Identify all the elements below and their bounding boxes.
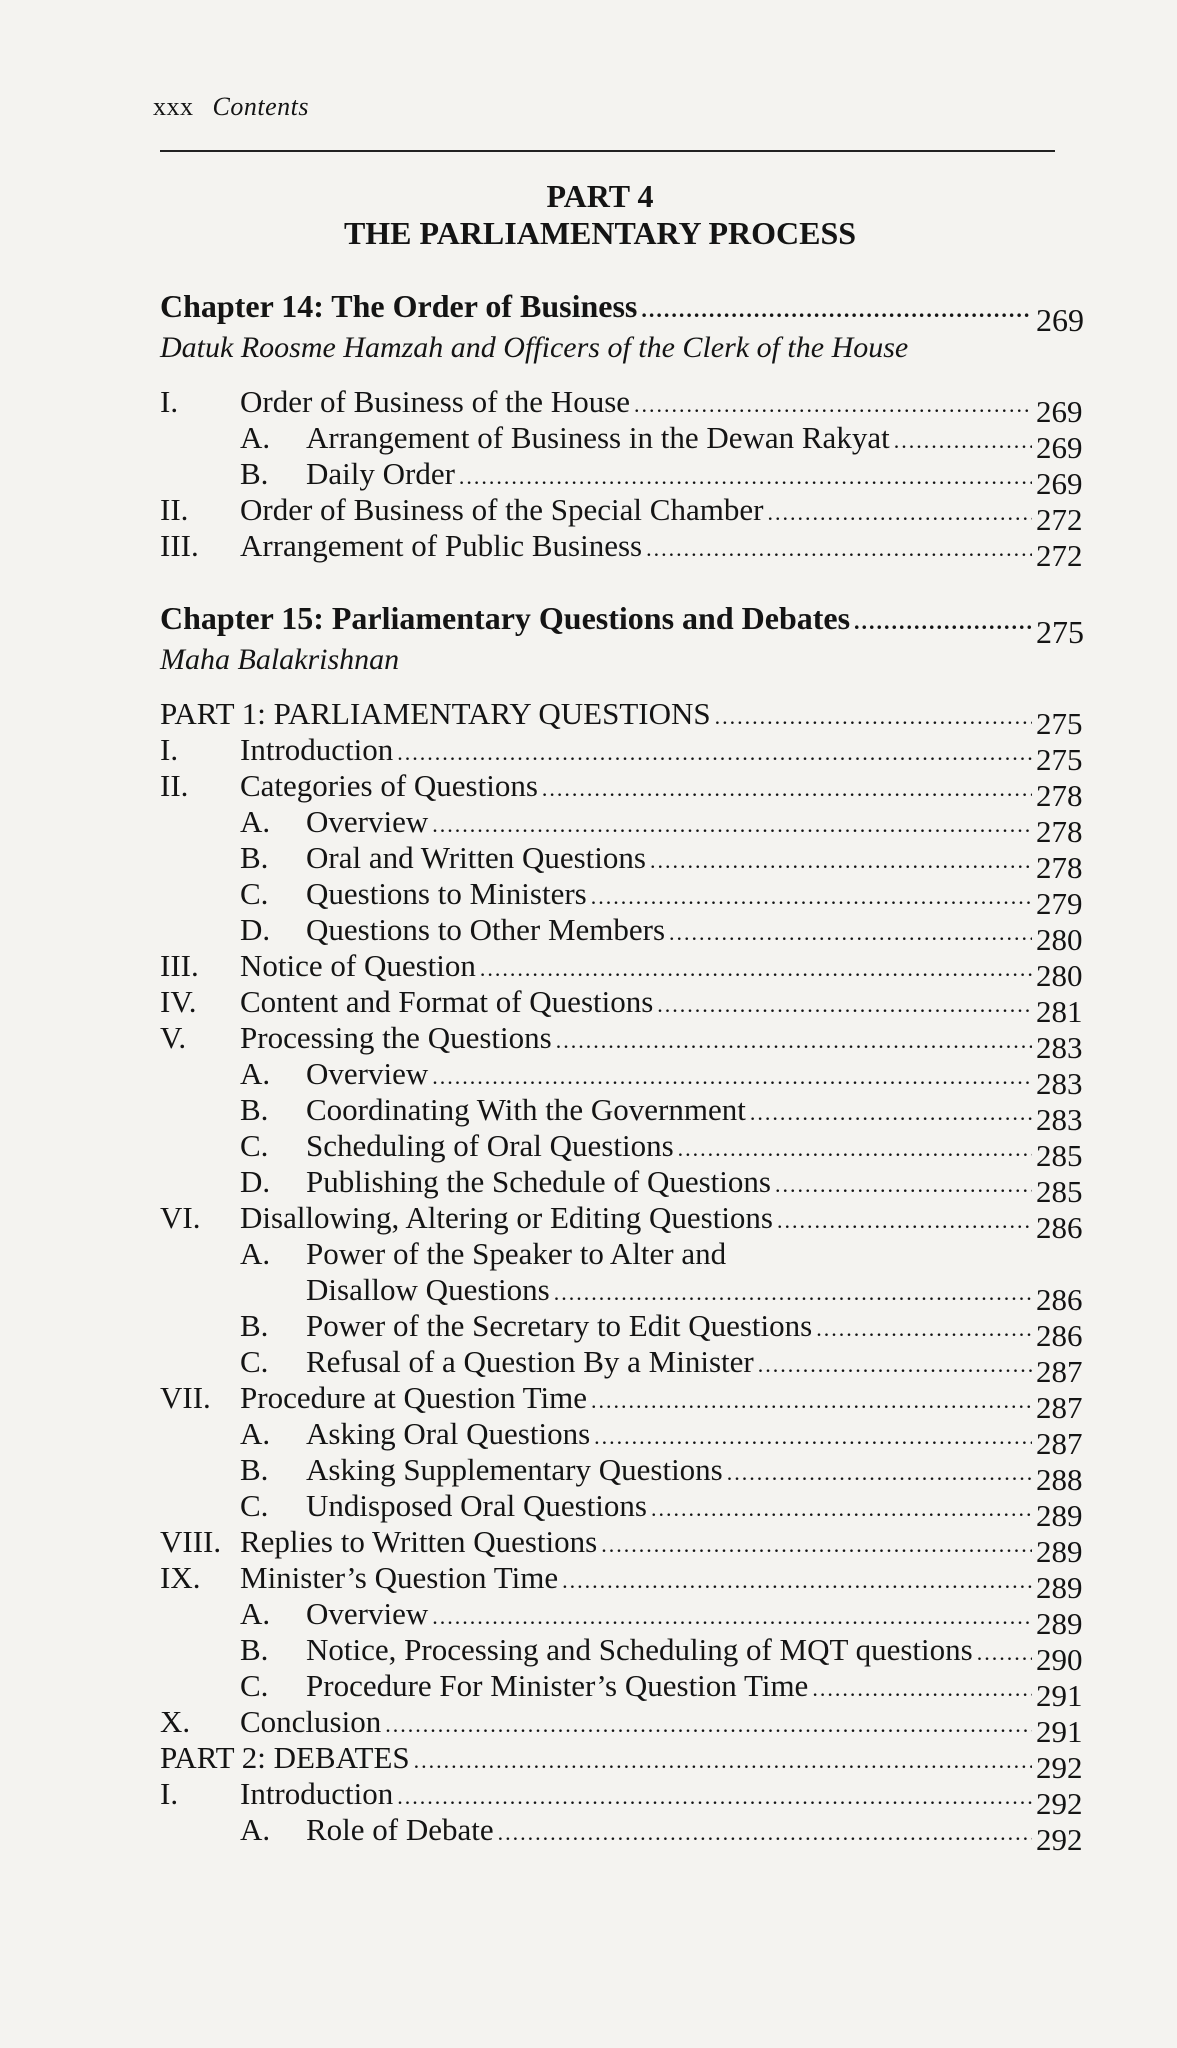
toc-entry-continued[interactable]	[160, 1272, 1083, 1317]
dot-leader	[601, 1527, 1032, 1563]
part-title: THE PARLIAMENTARY PROCESS	[343, 215, 857, 251]
toc-entry[interactable]	[160, 768, 1083, 813]
running-header	[153, 92, 309, 122]
entry-number: C.	[240, 1344, 269, 1379]
entry-number: III.	[160, 948, 199, 983]
page-ref: 280	[1036, 958, 1083, 993]
dot-leader	[591, 1383, 1032, 1419]
page-ref: 292	[1036, 1822, 1083, 1857]
page-ref: 292	[1036, 1750, 1083, 1785]
entry-label: Arrangement of Business in the Dewan Rakyat	[306, 420, 890, 455]
toc-entry[interactable]	[160, 1668, 1083, 1713]
toc-part-entry[interactable]	[160, 696, 1083, 741]
toc-entry[interactable]	[160, 1452, 1083, 1497]
entry-number: A.	[240, 1812, 271, 1847]
dot-leader	[432, 1599, 1032, 1635]
entry-label: Publishing the Schedule of Questions	[306, 1164, 771, 1199]
page-ref: 287	[1036, 1426, 1083, 1461]
dot-leader	[459, 459, 1032, 495]
header-rule	[160, 150, 1055, 152]
toc-entry[interactable]	[160, 948, 1083, 993]
page-ref: 278	[1036, 778, 1083, 813]
toc-entry[interactable]	[160, 1308, 1083, 1353]
entry-label: Introduction	[240, 1776, 394, 1811]
entry-label: Asking Supplementary Questions	[306, 1452, 723, 1487]
toc-entry[interactable]	[160, 1128, 1083, 1173]
page-ref: 285	[1036, 1174, 1083, 1209]
dot-leader	[432, 807, 1032, 843]
toc-entry[interactable]	[160, 1812, 1083, 1857]
page-ref: 269	[1036, 394, 1083, 429]
page-ref: 281	[1036, 994, 1083, 1029]
entry-number: A.	[240, 1236, 271, 1271]
entry-number: A.	[240, 1056, 271, 1091]
entry-label: Processing the Questions	[240, 1020, 552, 1055]
entry-number: A.	[240, 420, 271, 455]
dot-leader	[812, 1671, 1032, 1707]
dot-leader	[480, 951, 1032, 987]
toc-entry[interactable]	[160, 1488, 1083, 1533]
entry-number: I.	[160, 384, 179, 419]
entry-label: Scheduling of Oral Questions	[306, 1128, 674, 1163]
toc-entry[interactable]	[160, 1704, 1083, 1749]
entry-number: B.	[240, 840, 269, 875]
page-ref: 272	[1036, 538, 1083, 573]
page-ref: 286	[1036, 1282, 1083, 1317]
entry-number: A.	[240, 1596, 271, 1631]
entry-number: IX.	[160, 1560, 201, 1595]
dot-leader	[591, 879, 1032, 915]
entry-label: Refusal of a Question By a Minister	[306, 1344, 754, 1379]
page-ref: 286	[1036, 1210, 1083, 1245]
toc-entry[interactable]	[160, 912, 1083, 957]
toc-entry[interactable]	[160, 1380, 1083, 1425]
entry-label: Procedure at Question Time	[240, 1380, 587, 1415]
entry-number: V.	[160, 1020, 187, 1055]
page-ref: 279	[1036, 886, 1083, 921]
entry-number: VII.	[160, 1380, 211, 1415]
dot-leader	[641, 292, 1032, 328]
entry-label: PART 2: DEBATES	[160, 1740, 410, 1775]
entry-label: Minister’s Question Time	[240, 1560, 559, 1595]
dot-leader	[894, 423, 1032, 459]
toc-entry[interactable]	[160, 804, 1083, 849]
entry-number: B.	[240, 1308, 269, 1343]
entry-number: D.	[240, 912, 271, 947]
chapter-14-entry[interactable]	[160, 288, 1084, 338]
toc-entry[interactable]	[160, 984, 1083, 1029]
chapter-author: Maha Balakrishnan	[160, 643, 400, 676]
dot-leader	[977, 1635, 1032, 1671]
dot-leader	[750, 1095, 1032, 1131]
entry-label: Order of Business of the Special Chamber	[240, 492, 764, 527]
entry-label: Overview	[306, 1596, 429, 1631]
entry-number: III.	[160, 528, 199, 563]
page-ref: 289	[1036, 1606, 1083, 1641]
chapter-author: Datuk Roosme Hamzah and Officers of the Clerk of the House	[160, 331, 909, 364]
entry-label: Categories of Questions	[240, 768, 538, 803]
toc-entry[interactable]	[160, 1560, 1083, 1605]
chapter-15-block	[160, 600, 1084, 1857]
entry-number: II.	[160, 768, 189, 803]
toc-entry[interactable]	[160, 492, 1083, 537]
dot-leader	[414, 1743, 1032, 1779]
dot-leader	[758, 1347, 1032, 1383]
toc-entry[interactable]	[160, 1632, 1083, 1677]
page-ref: 269	[1036, 466, 1083, 501]
dot-leader	[554, 1275, 1032, 1311]
dot-leader	[542, 771, 1032, 807]
page-ref: 278	[1036, 814, 1083, 849]
entry-label: Asking Oral Questions	[306, 1416, 591, 1451]
entry-number: B.	[240, 1452, 269, 1487]
toc-entry[interactable]	[160, 1236, 1080, 1272]
page-ref: 285	[1036, 1138, 1083, 1173]
entry-label: Introduction	[240, 732, 394, 767]
entry-label: Arrangement of Public Business	[240, 528, 643, 563]
entry-number: A.	[240, 804, 271, 839]
chapter-title: Chapter 15: Parliamentary Questions and Debates	[160, 600, 851, 636]
toc-entry[interactable]	[160, 384, 1083, 429]
entry-number: B.	[240, 1092, 269, 1127]
page-ref: 275	[1036, 706, 1083, 741]
dot-leader	[678, 1131, 1032, 1167]
page-ref: 283	[1036, 1030, 1083, 1065]
page-ref: 269	[1036, 430, 1083, 465]
dot-leader	[562, 1563, 1032, 1599]
page-ref: 289	[1036, 1534, 1083, 1569]
entry-label: Procedure For Minister’s Question Time	[306, 1668, 809, 1703]
toc-entry[interactable]	[160, 1020, 1083, 1065]
entry-label: Content and Format of Questions	[240, 984, 654, 1019]
toc-entry[interactable]	[160, 456, 1083, 501]
page-ref: 289	[1036, 1498, 1083, 1533]
entry-label: Oral and Written Questions	[306, 840, 646, 875]
dot-leader	[646, 531, 1032, 567]
entry-number: A.	[240, 1416, 271, 1451]
entry-label: Overview	[306, 804, 429, 839]
dot-leader	[594, 1419, 1032, 1455]
entry-label: Notice, Processing and Scheduling of MQT questions	[306, 1632, 973, 1667]
dot-leader	[432, 1059, 1032, 1095]
page-number: xxx	[153, 92, 194, 121]
page-ref: 269	[1036, 302, 1084, 338]
dot-leader	[397, 1779, 1032, 1815]
entry-number: D.	[240, 1164, 271, 1199]
toc-entry[interactable]	[160, 1776, 1083, 1821]
chapter-15-entry[interactable]	[160, 600, 1084, 650]
dot-leader	[634, 387, 1032, 423]
page-ref: 272	[1036, 502, 1083, 537]
entry-number: C.	[240, 1668, 269, 1703]
dot-leader	[816, 1311, 1032, 1347]
entry-label: Questions to Other Members	[306, 912, 666, 947]
toc-entry[interactable]	[160, 1416, 1083, 1461]
page-ref: 275	[1036, 742, 1083, 777]
dot-leader	[650, 843, 1032, 879]
entry-number: C.	[240, 876, 269, 911]
page-ref: 290	[1036, 1642, 1083, 1677]
entry-number: IV.	[160, 984, 197, 1019]
entry-label: Coordinating With the Government	[306, 1092, 746, 1127]
entry-number: II.	[160, 492, 189, 527]
toc-entry[interactable]	[160, 876, 1083, 921]
page-ref: 292	[1036, 1786, 1083, 1821]
dot-leader	[777, 1203, 1032, 1239]
page-ref: 289	[1036, 1570, 1083, 1605]
page-ref: 283	[1036, 1066, 1083, 1101]
toc-entry[interactable]	[160, 840, 1083, 885]
entry-label: Power of the Speaker to Alter and	[306, 1236, 727, 1271]
dot-leader	[727, 1455, 1032, 1491]
dot-leader	[775, 1167, 1032, 1203]
dot-leader	[669, 915, 1032, 951]
entry-label: Conclusion	[240, 1704, 382, 1739]
dot-leader	[854, 604, 1032, 640]
page-ref: 287	[1036, 1354, 1083, 1389]
entry-label: Disallowing, Altering or Editing Questions	[240, 1200, 773, 1235]
entry-label: Overview	[306, 1056, 429, 1091]
toc-entry[interactable]	[160, 1056, 1083, 1101]
entry-label: Daily Order	[306, 456, 455, 491]
entry-label: Questions to Ministers	[306, 876, 587, 911]
page-ref: 283	[1036, 1102, 1083, 1137]
toc-entry[interactable]	[160, 1164, 1083, 1209]
page-ref: 286	[1036, 1318, 1083, 1353]
page-ref: 291	[1036, 1714, 1083, 1749]
entry-number: C.	[240, 1128, 269, 1163]
page-ref: 280	[1036, 922, 1083, 957]
dot-leader	[385, 1707, 1032, 1743]
entry-label: Disallow Questions	[306, 1272, 550, 1307]
running-title: Contents	[212, 92, 309, 121]
part-number: PART 4	[546, 178, 654, 214]
entry-label: Power of the Secretary to Edit Questions	[306, 1308, 813, 1343]
dot-leader	[767, 495, 1032, 531]
entry-number: VI.	[160, 1200, 201, 1235]
dot-leader	[397, 735, 1032, 771]
toc-entry[interactable]	[160, 1344, 1083, 1389]
entry-label: Order of Business of the House	[240, 384, 631, 419]
entry-number: I.	[160, 1776, 179, 1811]
chapter-14-block	[160, 288, 1084, 573]
entry-number: I.	[160, 732, 179, 767]
entry-number: B.	[240, 1632, 269, 1667]
toc-entry[interactable]	[160, 1200, 1083, 1245]
page-ref: 291	[1036, 1678, 1083, 1713]
page-ref: 278	[1036, 850, 1083, 885]
page-ref: 275	[1036, 614, 1084, 650]
dot-leader	[657, 987, 1032, 1023]
entry-number: B.	[240, 456, 269, 491]
entry-label: Undisposed Oral Questions	[306, 1488, 647, 1523]
page-ref: 287	[1036, 1390, 1083, 1425]
dot-leader	[651, 1491, 1032, 1527]
entry-label: Role of Debate	[306, 1812, 494, 1847]
toc-entry[interactable]	[160, 1092, 1083, 1137]
toc-entry[interactable]	[160, 1596, 1083, 1641]
toc-entry[interactable]	[160, 1524, 1083, 1569]
entry-number: X.	[160, 1704, 191, 1739]
page-ref: 288	[1036, 1462, 1083, 1497]
entry-label: Notice of Question	[240, 948, 476, 983]
dot-leader	[556, 1023, 1032, 1059]
toc-part-entry[interactable]	[160, 1740, 1083, 1785]
dot-leader	[715, 699, 1032, 735]
entry-number: C.	[240, 1488, 269, 1523]
dot-leader	[498, 1815, 1032, 1851]
toc-entry[interactable]	[160, 732, 1083, 777]
chapter-title: Chapter 14: The Order of Business	[160, 288, 638, 324]
entry-label: PART 1: PARLIAMENTARY QUESTIONS	[160, 696, 711, 731]
toc-entry[interactable]	[160, 528, 1083, 573]
entry-number: VIII.	[160, 1524, 222, 1559]
toc-entry[interactable]	[160, 420, 1083, 465]
entry-label: Replies to Written Questions	[240, 1524, 598, 1559]
